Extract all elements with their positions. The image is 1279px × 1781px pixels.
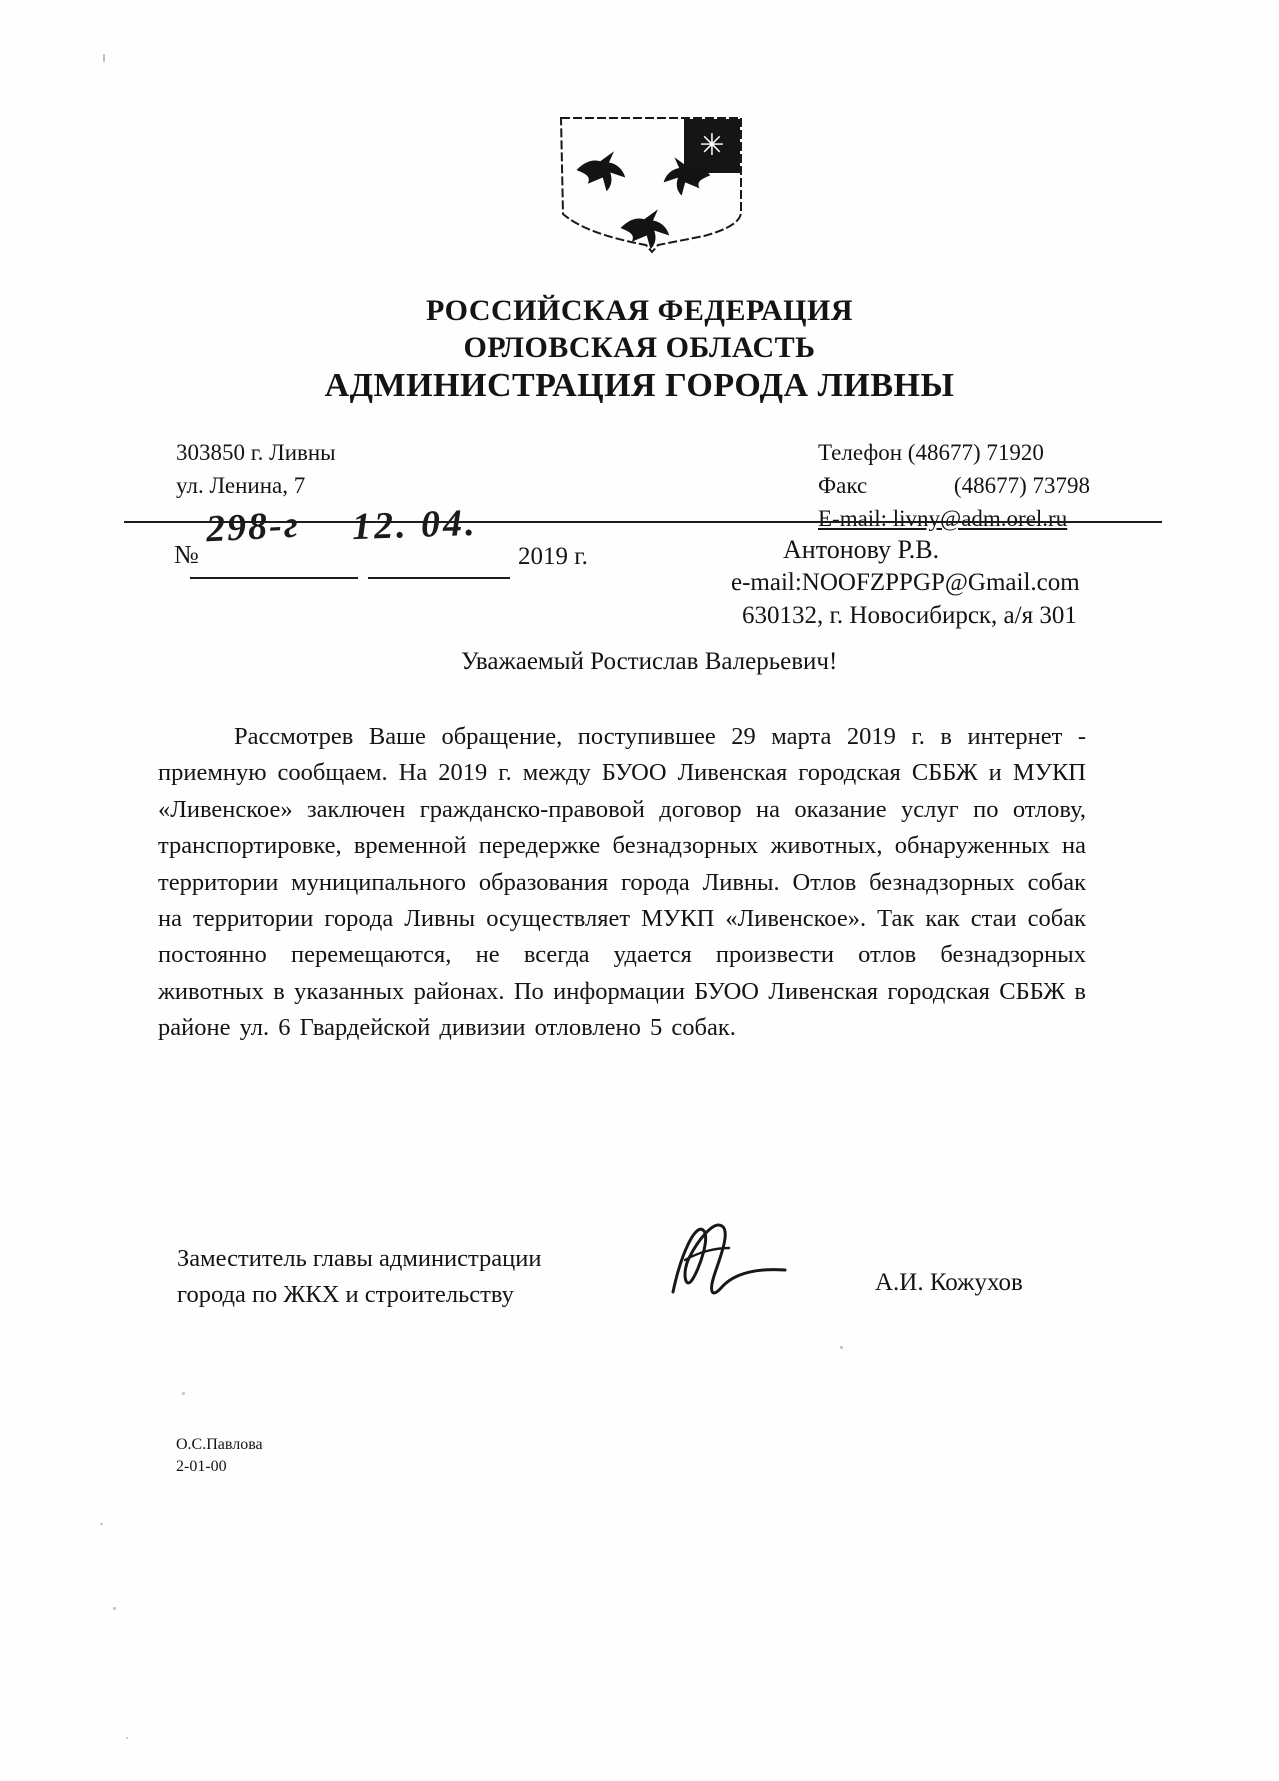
signer-title-line2: города по ЖКХ и строительству xyxy=(177,1281,514,1308)
letterhead-region: ОРЛОВСКАЯ ОБЛАСТЬ xyxy=(463,331,816,364)
signer-name: А.И. Кожухов xyxy=(875,1269,1023,1296)
salutation: Уважаемый Ростислав Валерьевич! xyxy=(461,648,838,675)
ref-year: 2019 г. xyxy=(518,543,588,570)
fax-label: Факс xyxy=(818,473,868,498)
ref-number-label: № xyxy=(174,540,199,569)
fax-value: (48677) 73798 xyxy=(953,473,1090,498)
scan-speck xyxy=(113,1607,116,1610)
recipient-address: 630132, г. Новосибирск, а/я 301 xyxy=(742,602,1077,629)
scan-speck xyxy=(126,1737,128,1739)
scan-speck xyxy=(100,1523,103,1525)
ref-number-handwritten: 298-г xyxy=(204,503,301,551)
fax-gap xyxy=(867,469,954,502)
sender-phone: Телефон (48677) 71920 xyxy=(818,440,1044,465)
recipient-name: Антонову Р.В. xyxy=(783,535,940,564)
executor-name: О.С.Павлова xyxy=(176,1436,263,1453)
scan-speck xyxy=(182,1392,185,1395)
sender-address-line1: 303850 г. Ливны xyxy=(176,440,336,465)
executor-block xyxy=(176,1434,263,1478)
letter-body: Рассмотрев Ваше обращение, поступившее 29 марта 2019 г. в интернет - приемную сообщаем. На 2019 г. между БУОО Ливенская городская СББЖ и МУКП «Ливенское» заключен гражданско-правовой договор на оказание услуг по отлову, транспортировке, временной передержке безнадзорных животных, обнаруженных на территории муниципального образования города Ливны. Отлов безнадзорных собак на территории города Ливны осуществляет МУКП «Ливенское». Так как стаи собак постоянно перемещаются, не всегда удается произвести отлов безнадзорных животных в указанных районах. По информации БУОО Ливенская городская СББЖ в районе ул. 6 Гвардейской дивизии отловлено 5 собак. xyxy=(158,723,1086,1042)
recipient-email: e-mail:NOOFZPPGP@Gmail.com xyxy=(731,569,1080,596)
sender-address-line2: ул. Ленина, 7 xyxy=(176,473,306,498)
sender-fax xyxy=(818,469,1090,502)
signer-title xyxy=(177,1241,542,1313)
scan-speck xyxy=(840,1346,843,1349)
sender-address xyxy=(176,436,336,502)
handwritten-signature xyxy=(655,1208,825,1318)
ref-number-underline xyxy=(190,577,358,579)
canton-ornament: ✳ xyxy=(699,129,725,162)
coat-of-arms-icon xyxy=(552,112,750,254)
ref-date-handwritten: 12. 04. xyxy=(351,501,479,549)
executor-phone: 2-01-00 xyxy=(176,1458,227,1475)
letterhead-organization: АДМИНИСТРАЦИЯ ГОРОДА ЛИВНЫ xyxy=(324,367,955,404)
letterhead xyxy=(0,292,1279,404)
sender-email: E-mail: livny@adm.orel.ru xyxy=(818,506,1068,531)
signer-title-line1: Заместитель главы администрации xyxy=(177,1245,542,1272)
letterhead-country: РОССИЙСКАЯ ФЕДЕРАЦИЯ xyxy=(425,294,853,327)
ref-date-underline xyxy=(368,577,510,579)
scan-speck xyxy=(103,54,105,62)
